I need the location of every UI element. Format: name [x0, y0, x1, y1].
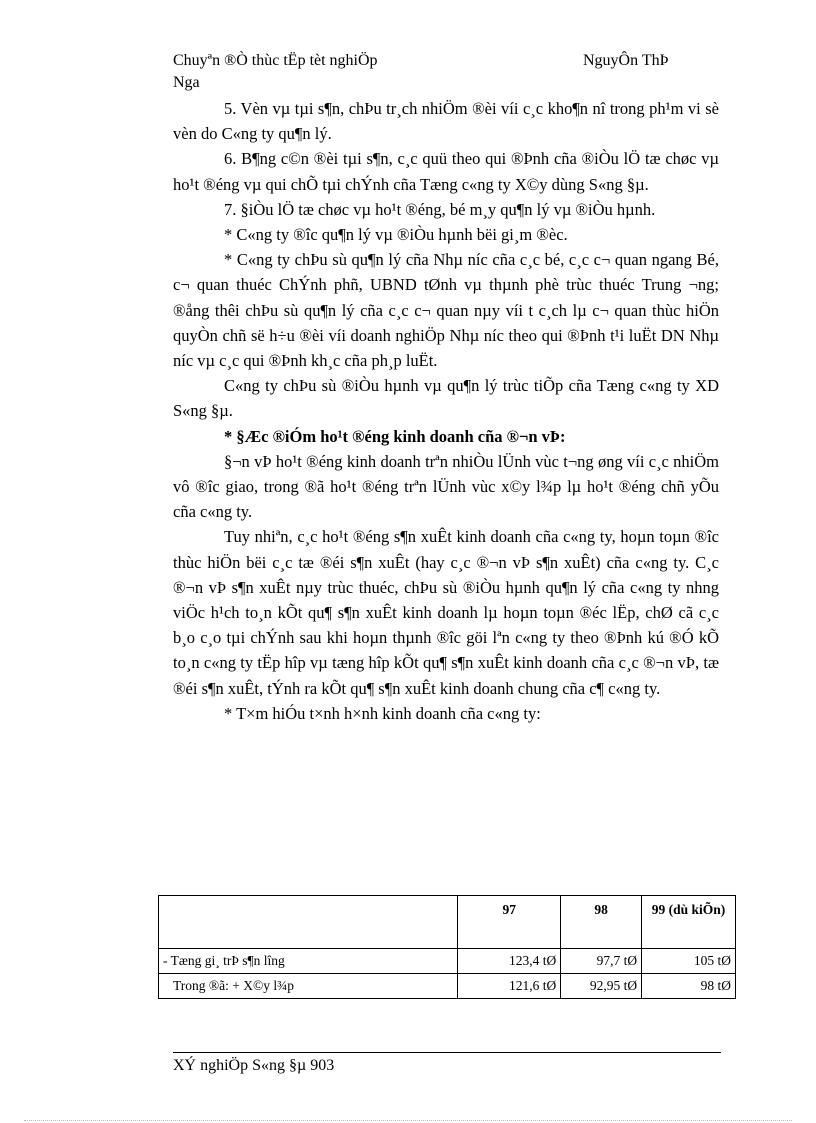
paragraph-item-7: 7. §iÒu lÖ tæ chøc vµ ho¹t ®éng, bé m¸y qu¶n lý vµ ®iÒu hµnh. [224, 199, 656, 219]
paragraph-business-fields: §¬n vÞ ho¹t ®éng kinh doanh trªn nhiÒu lÜnh vùc t¬ng øng víi c¸c nhiÖm vô ®îc giao, trong ®ã ho¹t ®éng trªn lÜnh vùc x©y l¾p lµ ho¹t ®éng chñ yÕu cña c«ng ty. [173, 451, 719, 522]
header-author-wrap: Nga [173, 74, 200, 91]
document-body [173, 96, 719, 726]
paragraph-item-5: 5. Vèn vµ tµi s¶n, chÞu tr¸ch nhiÖm ®èi víi c¸c kho¶n nî trong ph¹m vi sè vèn do C«ng ty qu¶n lý. [173, 99, 719, 144]
table-row [159, 949, 736, 974]
table-cell: 121,6 tØ [458, 974, 561, 999]
paragraph-management: * C«ng ty ®îc qu¶n lý vµ ®iÒu hµnh bëi gi¸m ®èc. [224, 225, 568, 245]
table-cell: 105 tØ [642, 949, 736, 974]
page-footer: XÝ nghiÖp S«ng §µ 903 [173, 1057, 335, 1074]
table-cell: Trong ®ã: + X©y l¾p [159, 974, 458, 999]
table-header-cell: 98 [561, 896, 642, 949]
table-row [159, 974, 736, 999]
revenue-table [158, 895, 736, 999]
paragraph-business-review: * T×m hiÓu t×nh h×nh kinh doanh cña c«ng ty: [224, 703, 541, 723]
paragraph-item-6: 6. B¶ng c©n ®èi tµi s¶n, c¸c quü theo qui ®Þnh cña ®iÒu lÖ tæ chøc vµ ho¹t ®éng vµ qui chÕ tµi chÝnh cña Tæng c«ng ty X©y dùng S«ng §µ. [173, 149, 719, 194]
table-cell: 92,95 tØ [561, 974, 642, 999]
header-title: Chuyªn ®Ò thùc tËp tèt nghiÖp [173, 52, 378, 69]
table-cell: 123,4 tØ [458, 949, 561, 974]
section-heading-business-features: * §Æc ®iÓm ho¹t ®éng kinh doanh cña ®¬n vÞ: [224, 426, 566, 446]
table-header-cell [159, 896, 458, 949]
table-header-cell: 97 [458, 896, 561, 949]
table-header-row [159, 896, 736, 949]
header-author: NguyÔn ThÞ [583, 52, 669, 69]
table-header-cell: 99 (dù kiÕn) [642, 896, 736, 949]
paragraph-production-units: Tuy nhiªn, c¸c ho¹t ®éng s¶n xuÊt kinh doanh cña c«ng ty, hoµn toµn ®îc thùc hiÖn bëi c¸c tæ ®éi s¶n xuÊt (hay c¸c ®¬n vÞ s¶n xuÊt) cña c«ng ty. C¸c ®¬n vÞ s¶n xuÊt nµy trùc thuéc, chÞu sù ®iÒu hµnh qu¶n lý cña c«ng ty nhng viÖc h¹ch to¸n kÕt qu¶ s¶n xuÊt kinh doanh lµ hoµn toµn ®éc lËp, chØ cã c¸c b¸o c¸o tµi chÝnh sau khi hoµn thµnh ®îc göi lªn c«ng ty theo ®Þnh kú ®Ó kÕ to¸n c«ng ty tËp hîp vµ tæng hîp kÕt qu¶ s¶n xuÊt kinh doanh cña c¸c ®¬n vÞ, tæ ®éi s¶n xuÊt, tÝnh ra kÕt qu¶ s¶n xuÊt kinh doanh chung cña c¶ c«ng ty. [173, 527, 719, 698]
table-cell: - Tæng gi¸ trÞ s¶n lîng [159, 949, 458, 974]
table-cell: 97,7 tØ [561, 949, 642, 974]
paragraph-state-oversight: * C«ng ty chÞu sù qu¶n lý cña Nhµ níc cña c¸c bé, c¸c c¬ quan ngang Bé, c¬ quan thuéc ChÝnh phñ, UBND tØnh vµ thµnh phè trùc thuéc Trung ¬ng; ®ång thêi chÞu sù qu¶n lý cña c¸c c¬ quan nµy víi t c¸ch lµ c¬ quan thùc hiÖn quyÒn chñ së h÷u ®èi víi doanh nghiÖp Nhµ níc theo qui ®Þnh t¹i luËt DN Nhµ níc vµ c¸c qui ®Þnh kh¸c cña ph¸p luËt. [173, 250, 719, 371]
footer-divider [173, 1052, 721, 1053]
paragraph-direct-management: C«ng ty chÞu sù ®iÒu hµnh vµ qu¶n lý trùc tiÕp cña Tæng c«ng ty XD S«ng §µ. [173, 376, 719, 421]
page-break-line [24, 1120, 792, 1121]
table-cell: 98 tØ [642, 974, 736, 999]
